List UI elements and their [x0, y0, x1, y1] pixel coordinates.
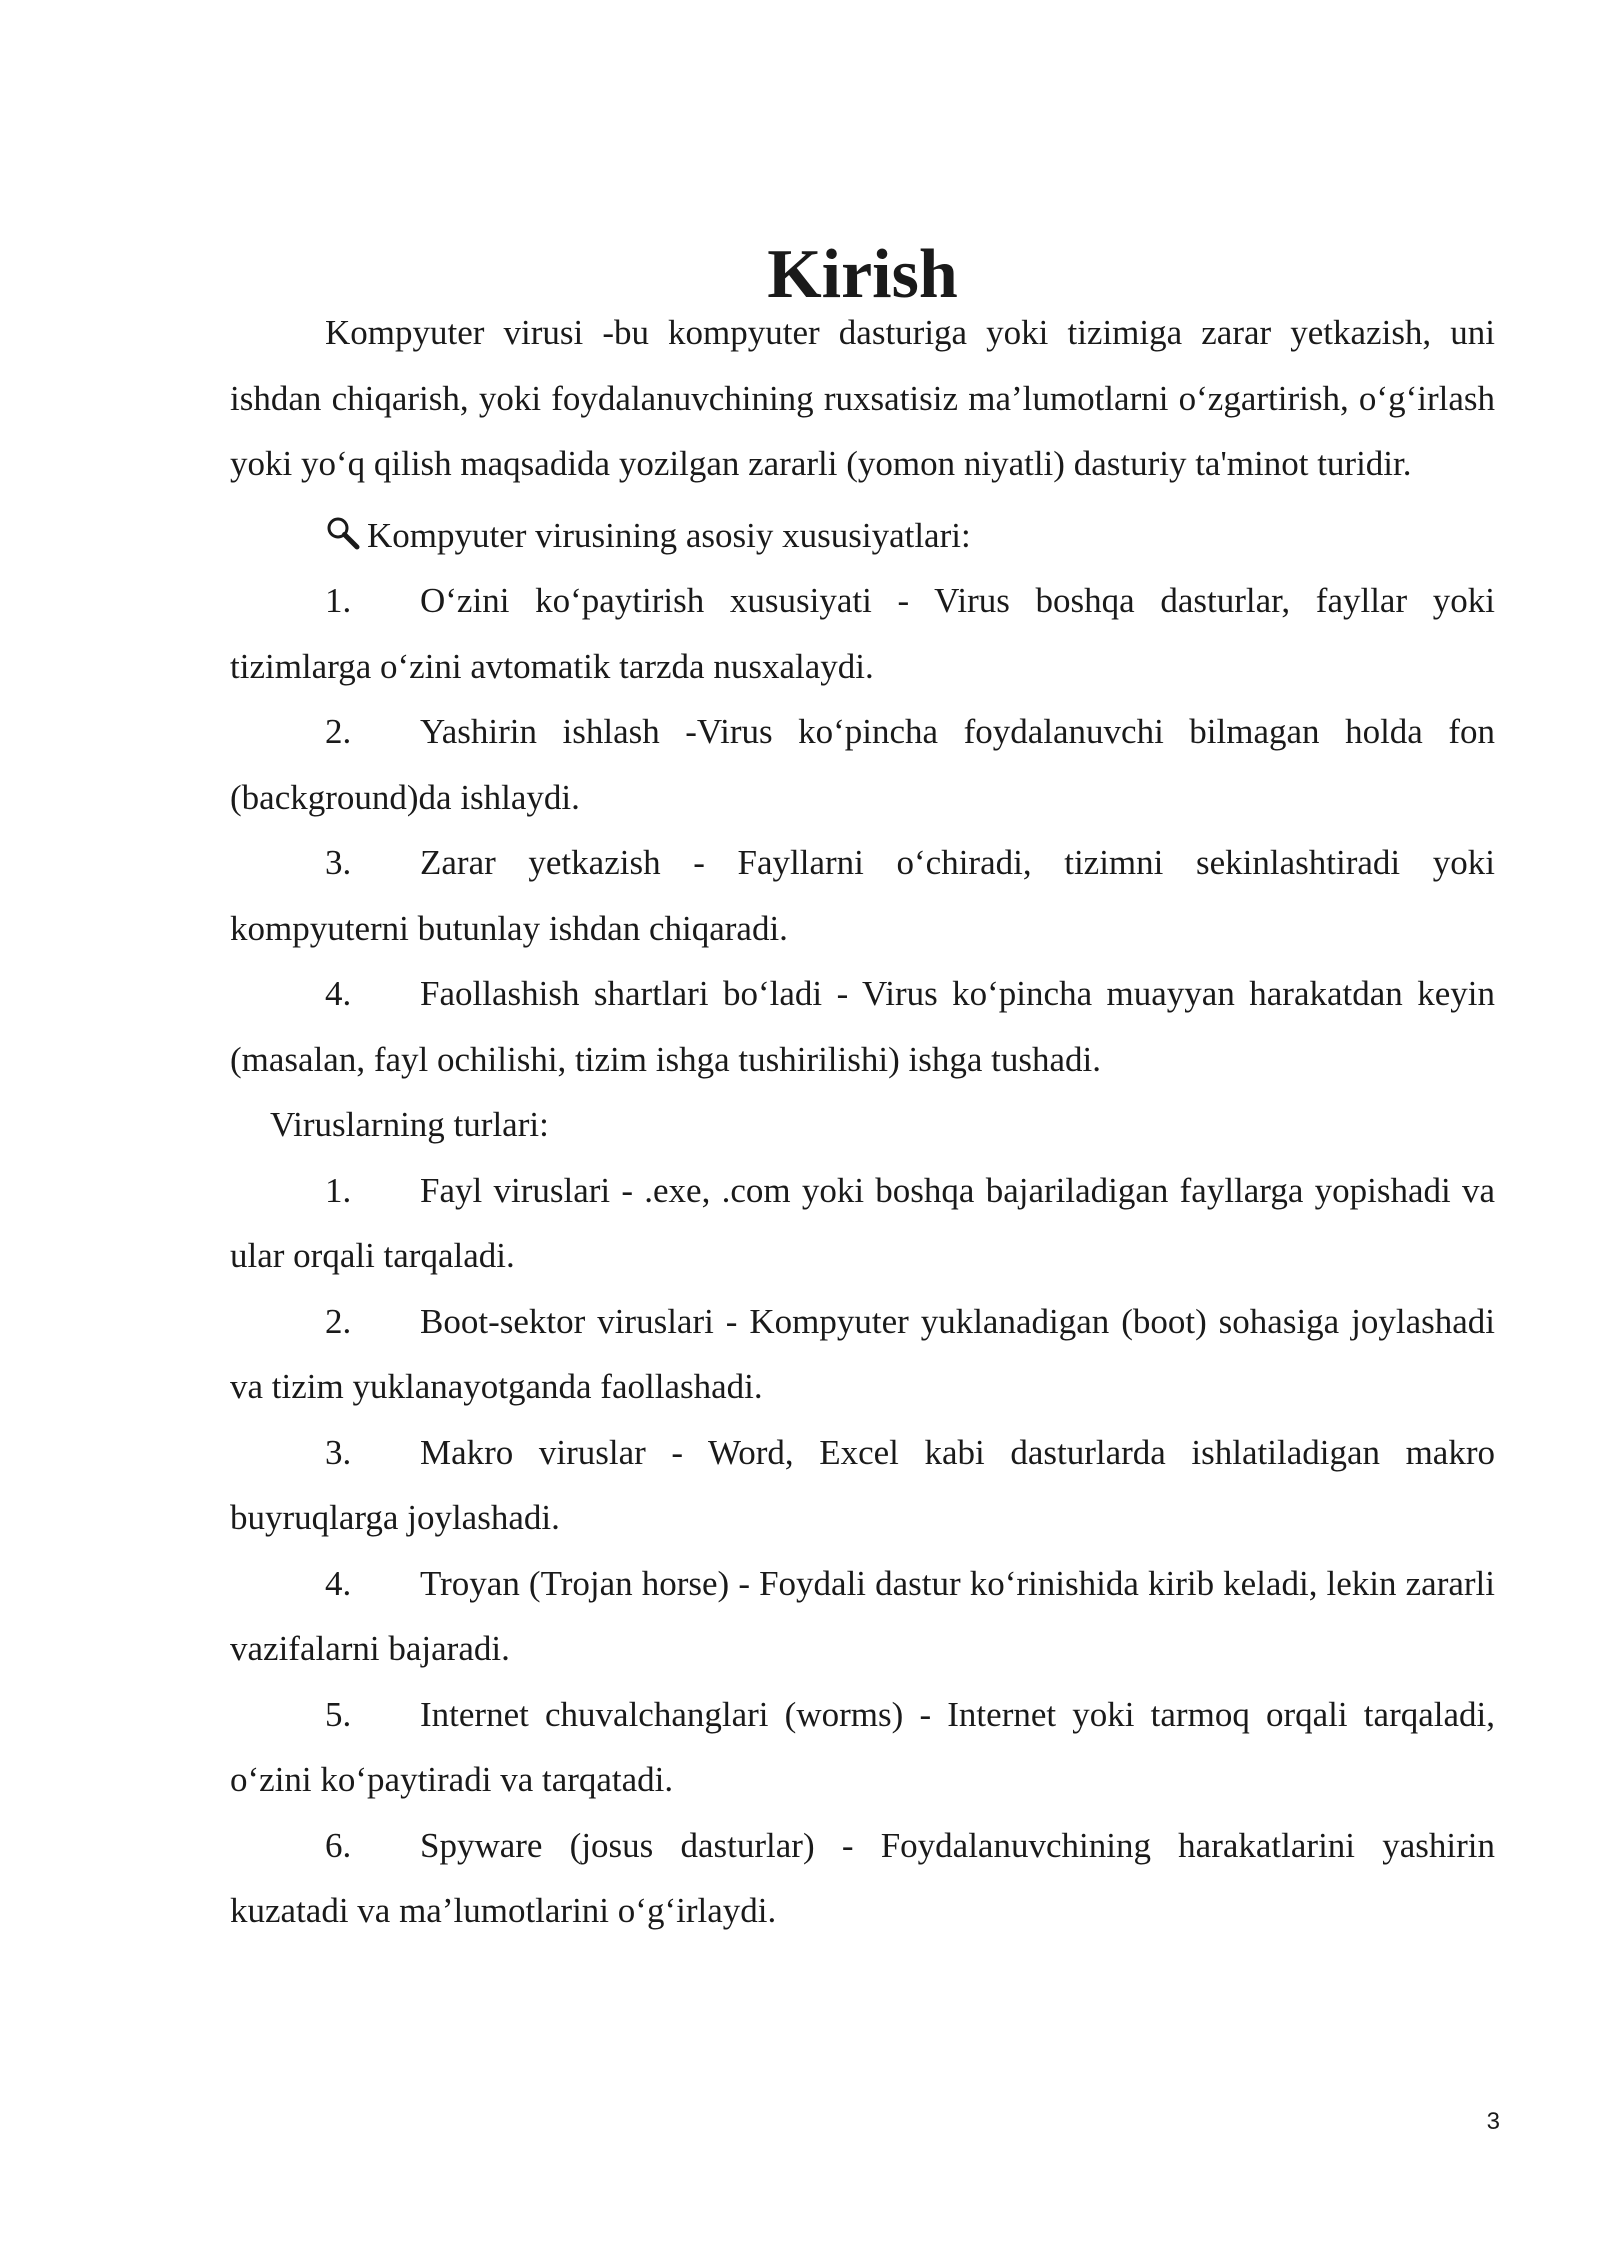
- list-item-number: 6.: [325, 1825, 352, 1865]
- page-number: 3: [1486, 2108, 1500, 2135]
- list-item-text: Fayl viruslari - .exe, .com yoki boshqa bajariladigan fayllarga yopishadi va ular orqali tarqaladi.: [230, 1170, 1495, 1275]
- properties-heading: [230, 503, 1495, 569]
- intro-paragraph: Kompyuter virusi -bu kompyuter dasturiga yoki tizimiga zarar yetkazish, uni ishdan chiqarish, yoki foydalanuvchining ruxsatisiz ma’lumotlarni o‘zgartirish, o‘g‘irlash yoki yo‘q qilish maqsadida yozilgan zararli (yomon niyatli) dasturiy ta'minot turidir.: [230, 313, 1495, 483]
- list-item-number: 4.: [325, 974, 352, 1013]
- list-item-text: Troyan (Trojan horse) - Foydali dastur ko‘rinishida kirib keladi, lekin zararli vazifalarni bajaradi.: [230, 1563, 1495, 1668]
- list-item-text: Boot-sektor viruslari - Kompyuter yuklanadigan (boot) sohasiga joylashadi va tizim yuklanayotganda faollashadi.: [230, 1301, 1495, 1406]
- list-item-text: Yashirin ishlash -Virus ko‘pincha foydalanuvchi bilmagan holda fon (background)da ishlaydi.: [230, 712, 1495, 817]
- list-item: [230, 1682, 1495, 1813]
- list-item-number: 4.: [325, 1563, 352, 1603]
- list-item: [230, 1158, 1495, 1289]
- list-item-number: 3.: [325, 1432, 352, 1472]
- search-icon: [325, 515, 361, 551]
- list-item: [230, 1551, 1495, 1682]
- list-item: [230, 699, 1495, 830]
- properties-heading-text: Kompyuter virusining asosiy xususiyatlari:: [367, 515, 971, 555]
- list-item-text: Faollashish shartlari bo‘ladi - Virus ko‘pincha muayyan harakatdan keyin (masalan, fayl ochilishi, tizim ishga tushirilishi) ishga tushadi.: [230, 974, 1495, 1079]
- types-list: [230, 1158, 1495, 1944]
- types-heading: Viruslarning turlari:: [270, 1105, 549, 1144]
- document-title: Kirish: [767, 236, 958, 313]
- list-item: [230, 1289, 1495, 1420]
- list-item-number: 2.: [325, 712, 352, 751]
- list-item-text: Spyware (josus dasturlar) - Foydalanuvchining harakatlarini yashirin kuzatadi va ma’lumotlarini o‘g‘irlaydi.: [230, 1825, 1495, 1930]
- list-item-number: 2.: [325, 1301, 352, 1341]
- list-item-text: Zarar yetkazish - Fayllarni o‘chiradi, tizimni sekinlashtiradi yoki kompyuterni butunlay ishdan chiqaradi.: [230, 843, 1495, 948]
- properties-list: [230, 568, 1495, 1092]
- document-page: [230, 236, 1495, 1944]
- list-item-text: Makro viruslar - Word, Excel kabi dasturlarda ishlatiladigan makro buyruqlarga joylashadi.: [230, 1432, 1495, 1537]
- list-item: [230, 1420, 1495, 1551]
- list-item: [230, 1813, 1495, 1944]
- list-item: [230, 568, 1495, 699]
- list-item-number: 3.: [325, 843, 352, 882]
- list-item-number: 1.: [325, 1170, 352, 1210]
- list-item: [230, 830, 1495, 961]
- list-item-text: O‘zini ko‘paytirish xususiyati - Virus boshqa dasturlar, fayllar yoki tizimlarga o‘zini avtomatik tarzda nusxalaydi.: [230, 581, 1495, 686]
- list-item-text: Internet chuvalchanglari (worms) - Internet yoki tarmoq orqali tarqaladi, o‘zini ko‘paytiradi va tarqatadi.: [230, 1694, 1495, 1799]
- list-item-number: 5.: [325, 1694, 352, 1734]
- list-item-number: 1.: [325, 581, 352, 620]
- list-item: [230, 961, 1495, 1092]
